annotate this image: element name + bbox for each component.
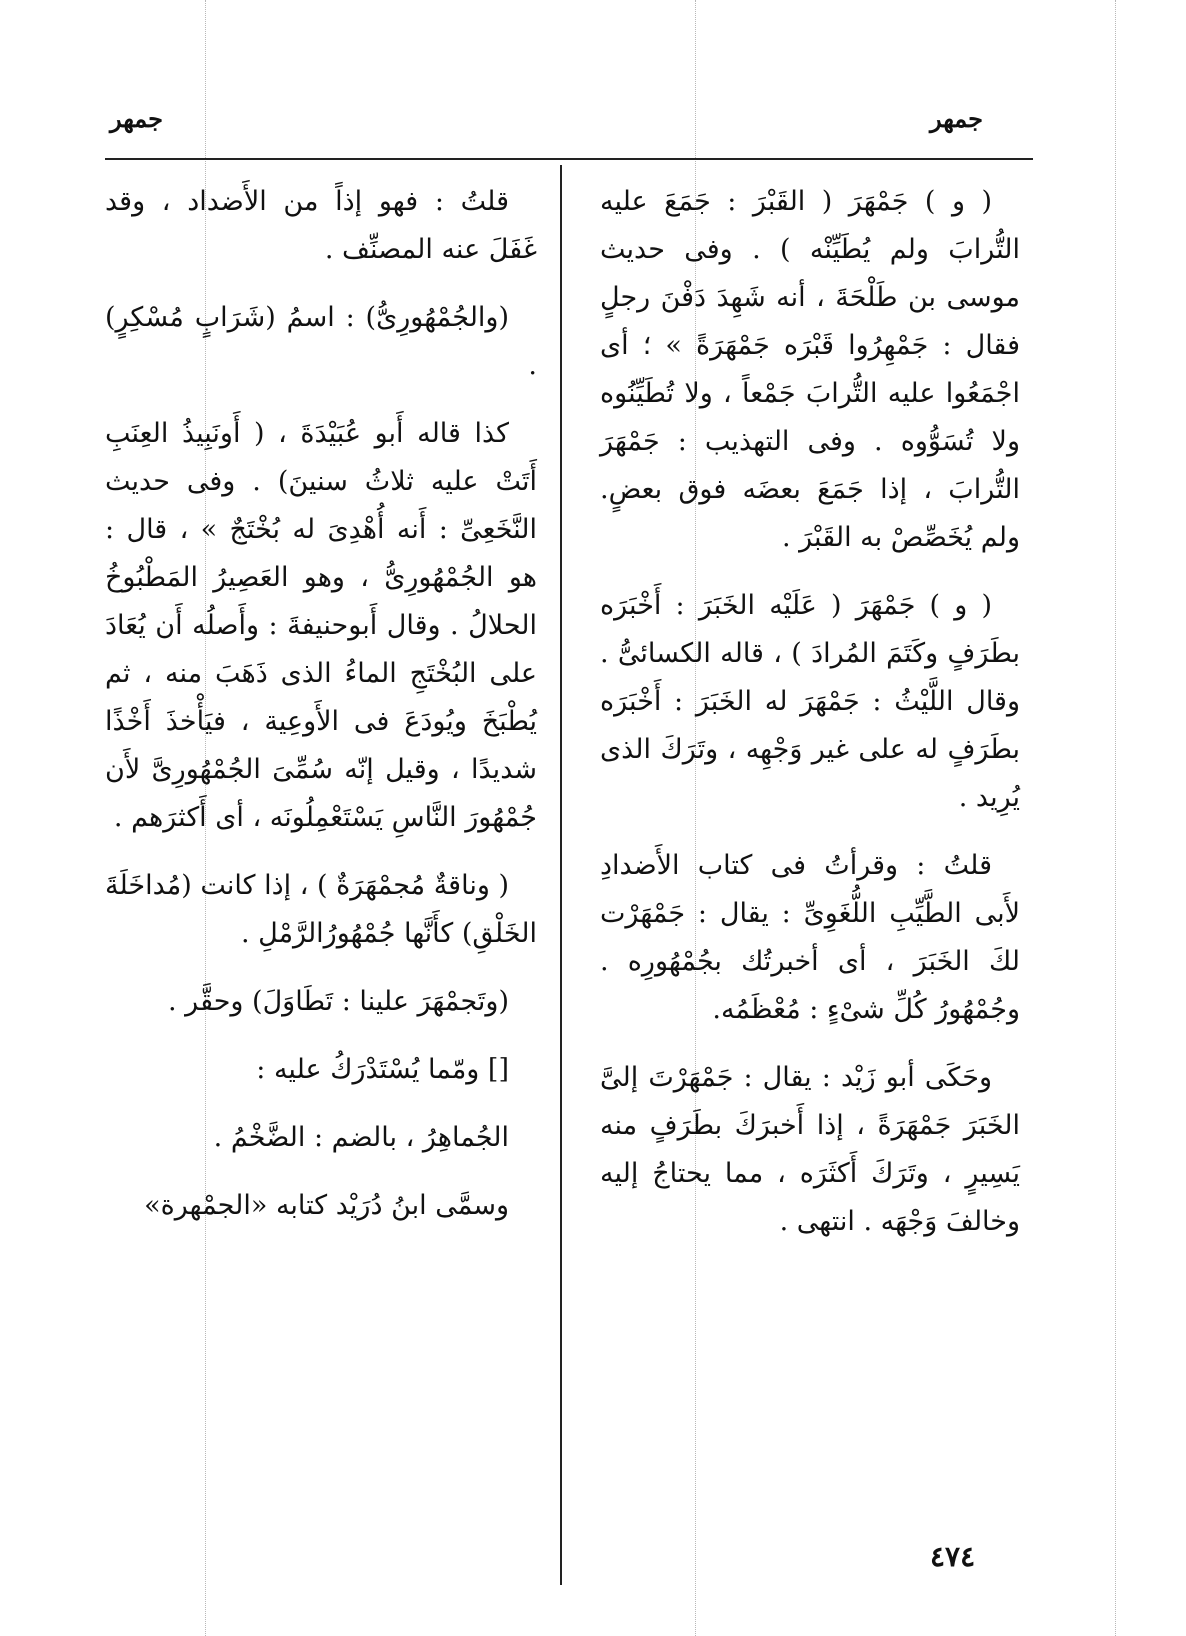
paragraph: (والجُمْهُورِىُّ) : اسمُ (شَرَابٍ مُسْكِرٍ) .	[105, 302, 537, 381]
header-right-word: جمهر	[930, 104, 984, 133]
paragraph: ( وناقةٌ مُجمْهَرَةٌ ) ، إذا كانت (مُداخَلَةَ الخَلْقِ) كأَنَّها جُمْهُورُالرَّمْلِ .	[105, 870, 537, 949]
scan-guide-line	[1115, 0, 1116, 1636]
right-column	[600, 178, 1020, 1266]
paragraph: قلتُ : وقرأتُ فى كتاب الأَضدادِ لأَبى الطَّيِّبِ اللُّغَوِىِّ : يقال : جَمْهَرْت لكَ الخَبَرَ ، أى أخبرتُك بجُمْهُورِه . وجُمْهُورُ كُلِّ شىْءٍ : مُعْظَمُه.	[600, 850, 1020, 1025]
paragraph: [] ومّما يُسْتَدْرَكُ عليه :	[256, 1054, 509, 1085]
page-number: ٤٧٤	[930, 1540, 976, 1573]
paragraph: كذا قاله أَبو عُبَيْدَةَ ، ( أَونَبِيذُ العِنَبِ أَتَتْ عليه ثلاثُ سنينَ) . وفى حديث النَّخَعِىِّ : أَنه أُهْدِىَ له بُخْتَجٌ » ، قال : هو الجُمْهُورِىُّ ، وهو العَصِيرُ المَطْبُوخُ الحلالُ . وقال أَبوحنيفةَ : وأَصلُه أَن يُعَادَ على البُخْتَجِ الماءُ الذى ذَهَبَ منه ، ثم يُطْبَخَ ويُودَعَ فى الأَوعِية ، فيَأْخذَ أَخْذًا شديدًا ، وقيل إنّه سُمِّىَ الجُمْهُورِىَّ لأَن جُمْهُورَ النَّاسِ يَسْتَعْمِلُونَه ، أى أَكثرَهم .	[105, 418, 537, 833]
left-column	[105, 178, 537, 1250]
paragraph: وحَكَى أبو زَيْد : يقال : جَمْهَرْتَ إلىَّ الخَبَرَ جَمْهَرَةً ، إذا أَخبرَكَ بطَرَفٍ منه يَسِيرٍ ، وتَرَكَ أَكثَرَه ، مما يحتاجُ إليه وخالفَ وَجْهَه . انتهى .	[600, 1062, 1020, 1237]
column-divider	[560, 165, 562, 1585]
paragraph: وسمَّى ابنُ دُرَيْد كتابه «الجمْهرة»	[144, 1190, 509, 1221]
header-left-word: جمهر	[110, 104, 164, 133]
paragraph: الجُماهِرُ ، بالضم : الضَّخْمُ .	[213, 1122, 509, 1153]
paragraph: ( و ) جَمْهَرَ ( القَبْرَ : جَمَعَ عليه التُّرابَ ولم يُطَيِّنْه ) . وفى حديث موسى بن طَلْحَةَ ، أنه شَهِدَ دَفْنَ رجلٍ فقال : جَمْهِرُوا قَبْرَه جَمْهَرَةً » ؛ أى اجْمَعُوا عليه التُّرابَ جَمْعاً ، ولا تُطَيِّنُوه ولا تُسَوُّوه . وفى التهذيب : جَمْهَرَ التُّرابَ ، إذا جَمَعَ بعضَه فوق بعضٍ. ولم يُخَصِّصْ به القَبْرَ .	[600, 186, 1020, 553]
paragraph: قلتُ : فهو إذاً من الأَضداد ، وقد غَفَلَ عنه المصنِّف .	[105, 186, 537, 265]
paragraph: (وتَجمْهَرَ علينا : تَطَاوَلَ) وحقَّر .	[168, 986, 509, 1017]
header-rule	[105, 158, 1033, 160]
paragraph: ( و ) جَمْهَرَ ( عَلَيْه الخَبَرَ : أَخْبَرَه بطَرَفٍ وكَتَمَ المُرادَ ) ، قاله الكسائىُّ . وقال اللَّيْثُ : جَمْهَرَ له الخَبَرَ : أَخْبَرَه بطَرَفٍ له على غير وَجْهِه ، وتَرَكَ الذى يُرِيد .	[600, 590, 1020, 813]
